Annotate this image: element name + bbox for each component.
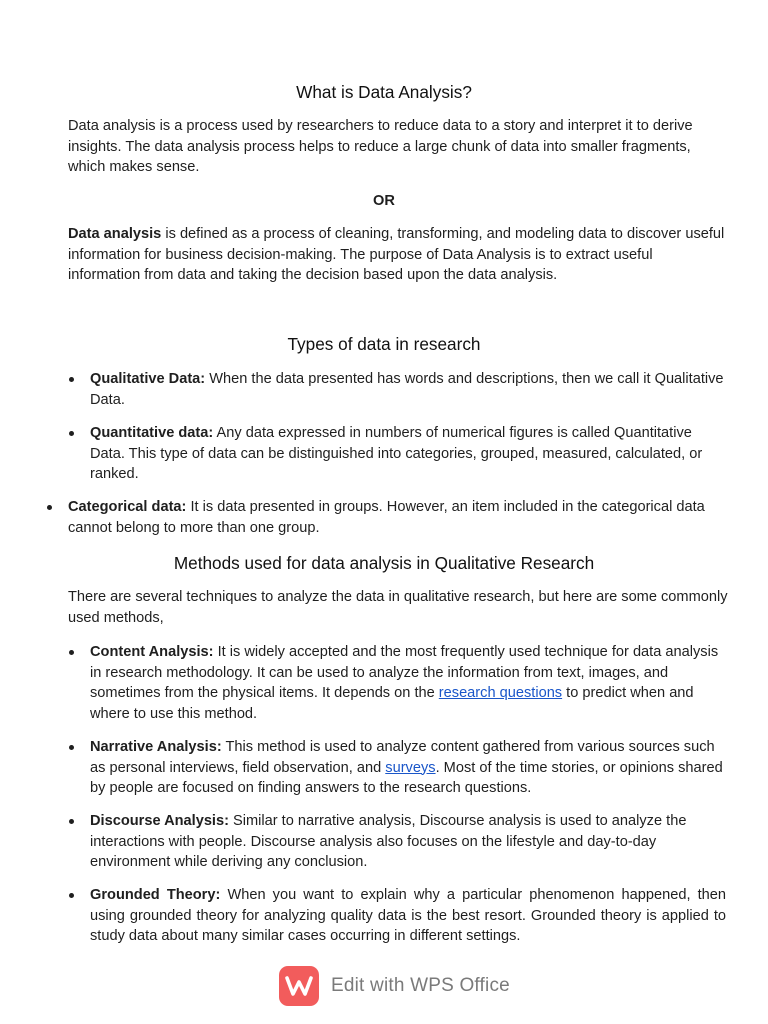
- list-item-content-analysis: [90, 642, 726, 724]
- paragraph-definition-1: Data analysis is a process used by researchers to reduce data to a story and interpret it to derive insights. The data analysis process helps to reduce a large chunk of data into smaller fragments, which makes sense.: [68, 118, 693, 175]
- list-item-text: This method is used to analyze content gathered from various sources such as personal interviews, field observation, and: [90, 739, 715, 776]
- wps-logo-icon: [279, 966, 319, 1006]
- or-separator: OR: [373, 193, 395, 209]
- bullet-icon: [69, 893, 74, 898]
- paragraph-term: Data analysis: [68, 226, 162, 242]
- list-item-qualitative: [90, 369, 726, 410]
- bullet-icon: [47, 505, 52, 510]
- surveys-link[interactable]: surveys: [385, 759, 436, 776]
- list-item-text: When you want to explain why a particular phenomenon happened, then using grounded theory for analyzing quality data is the best resort. Grounded theory is applied to study data about many similar cases occurring in different settings.: [90, 887, 726, 944]
- wps-label: Edit with WPS Office: [331, 974, 510, 996]
- section-title-methods: Methods used for data analysis in Qualitative Research: [173, 553, 595, 573]
- list-item-term: Grounded Theory:: [90, 887, 221, 903]
- bullet-icon: [69, 650, 74, 655]
- bullet-icon: [69, 745, 74, 750]
- list-item-quantitative: [90, 423, 726, 485]
- paragraph-methods-intro: There are several techniques to analyze the data in qualitative research, but here are some commonly used methods,: [68, 589, 728, 626]
- section-title-what-is-data-analysis: What is Data Analysis?: [296, 82, 472, 102]
- list-item-term: Categorical data:: [68, 499, 187, 515]
- bullet-icon: [69, 377, 74, 382]
- section-title-types-of-data: Types of data in research: [287, 334, 481, 354]
- paragraph-text: is defined as a process of cleaning, transforming, and modeling data to discover useful information for business decision-making. The purpose of Data Analysis is to extract useful information from data and taking the decision based upon the data analysis.: [68, 226, 725, 283]
- bullet-icon: [69, 819, 74, 824]
- list-item-discourse-analysis: [90, 811, 726, 873]
- edit-with-wps-button[interactable]: [279, 965, 510, 1007]
- paragraph-definition-2: [68, 224, 728, 286]
- list-item-term: Qualitative Data:: [90, 371, 206, 387]
- list-item-term: Discourse Analysis:: [90, 813, 229, 829]
- research-questions-link[interactable]: research questions: [438, 685, 563, 701]
- list-item-text: . Most of the time stories, or opinions shared by people are focused on finding answers to the research questions.: [90, 759, 723, 796]
- list-item-text: It is data presented in groups. However, an item included in the categorical data cannot belong to more than one group.: [68, 499, 705, 536]
- list-item-text: Similar to narrative analysis, Discourse analysis is used to analyze the interactions with people. Discourse analysis also focuses on the lifestyle and day-to-day environment while deriving any conclusion.: [90, 813, 687, 870]
- list-item-text: Any data expressed in numbers of numerical figures is called Quantitative Data. This type of data can be distinguished into categories, grouped, measured, calculated, or ranked.: [90, 425, 703, 482]
- list-item-categorical: [68, 497, 728, 538]
- list-item-term: Quantitative data:: [90, 425, 214, 441]
- list-item-text: to predict when and where to use this method.: [90, 685, 694, 722]
- list-item-term: Narrative Analysis:: [90, 739, 222, 755]
- bullet-icon: [69, 431, 74, 436]
- list-item-grounded-theory: [90, 885, 726, 947]
- list-item-narrative-analysis: [90, 737, 726, 799]
- list-item-text: When the data presented has words and descriptions, then we call it Qualitative Data.: [90, 371, 724, 408]
- list-item-term: Content Analysis:: [90, 644, 214, 660]
- list-item-text: It is widely accepted and the most frequently used technique for data analysis in research methodology. It can be used to analyze the information from text, images, and sometimes from the physical items. It depends on the: [90, 644, 719, 701]
